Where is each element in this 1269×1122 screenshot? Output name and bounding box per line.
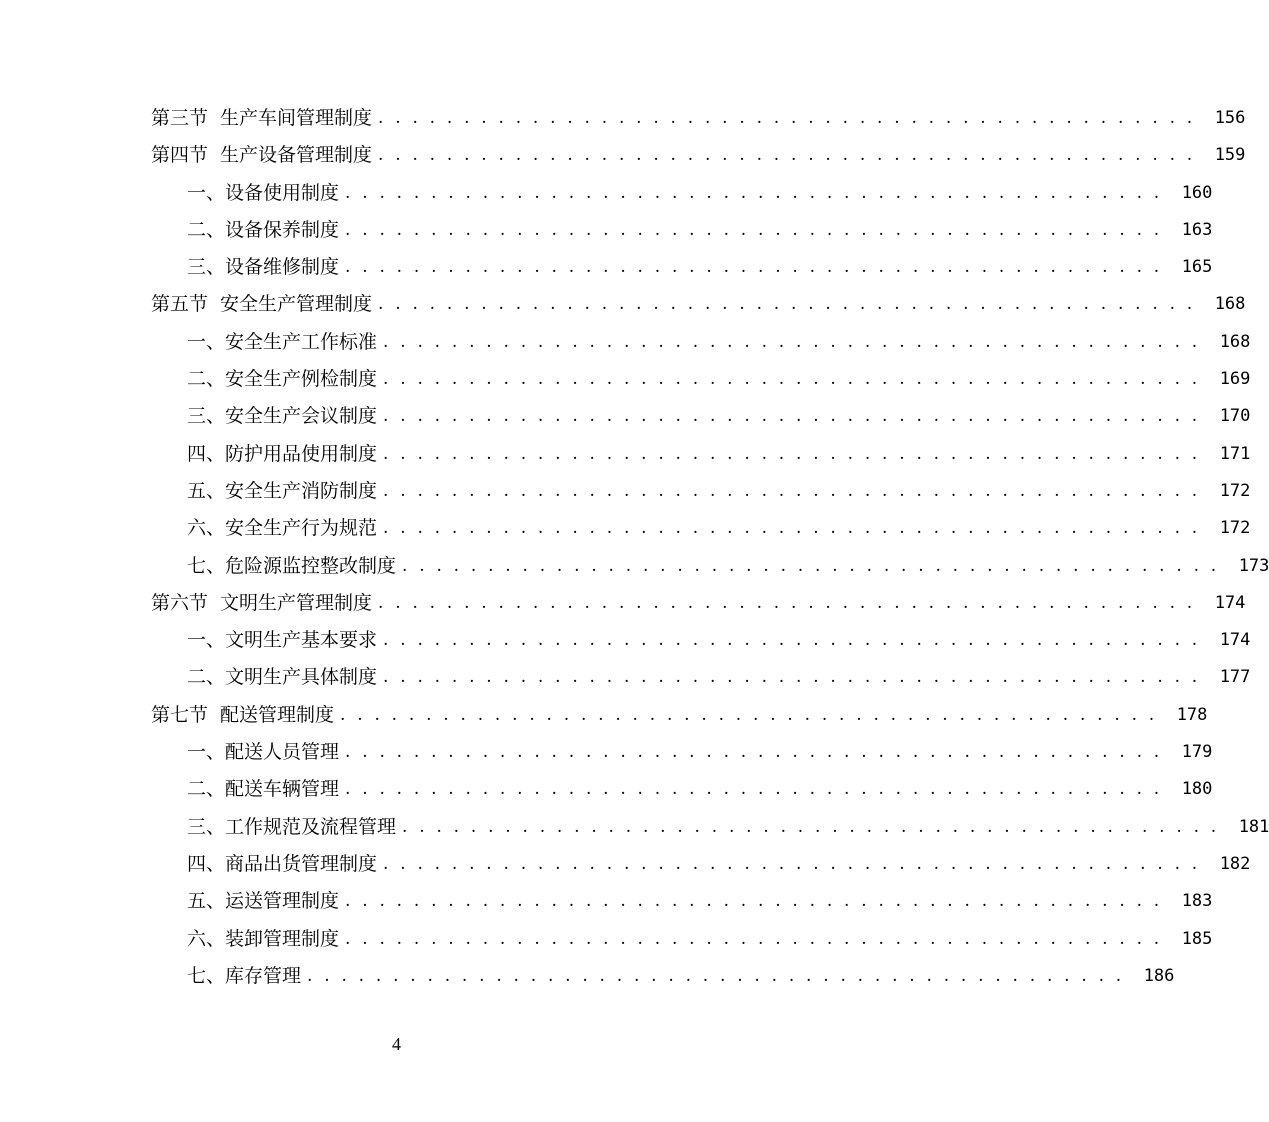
toc-entry-page-number: 168 <box>1219 331 1251 352</box>
toc-entry-label <box>187 622 377 659</box>
toc-entry-label <box>187 883 339 920</box>
toc-entry-prefix: 二、 <box>187 218 226 241</box>
toc-entry-label <box>187 212 339 249</box>
toc-section-entry[interactable] <box>0 286 1246 323</box>
toc-dot-leader: . . . . . . . . . . . . . . . . . . . . . . . . . . . . . . . . . . . . . . . . . . . . . . . . <box>383 331 1201 352</box>
toc-entry-page-number: 170 <box>1219 406 1251 427</box>
toc-entry-prefix: 第六节 <box>151 591 209 614</box>
toc-dot-leader: . . . . . . . . . . . . . . . . . . . . . . . . . . . . . . . . . . . . . . . . . . . . . . . . <box>345 891 1163 912</box>
toc-entry-page-number: 159 <box>1214 145 1246 166</box>
toc-subsection-entry[interactable] <box>0 809 1269 846</box>
toc-entry-prefix: 四、 <box>187 852 226 875</box>
toc-entry-label <box>187 361 377 398</box>
toc-entry-page-number: 174 <box>1214 592 1246 613</box>
toc-dot-leader: . . . . . . . . . . . . . . . . . . . . . . . . . . . . . . . . . . . . . . . . . . . . . . . . <box>345 182 1163 203</box>
toc-dot-leader: . . . . . . . . . . . . . . . . . . . . . . . . . . . . . . . . . . . . . . . . . . . . . . . . <box>345 779 1163 800</box>
toc-entry-prefix: 三、 <box>187 815 226 838</box>
toc-dot-leader: . . . . . . . . . . . . . . . . . . . . . . . . . . . . . . . . . . . . . . . . . . . . . . . . <box>307 965 1125 986</box>
toc-entry-title: 危险源监控整改制度 <box>225 554 397 577</box>
toc-section-entry[interactable] <box>0 697 1208 734</box>
toc-entry-title: 设备保养制度 <box>225 218 340 241</box>
toc-entry-prefix: 六、 <box>187 517 226 540</box>
toc-entry-title: 库存管理 <box>225 964 302 987</box>
toc-entry-prefix: 二、 <box>187 368 226 391</box>
toc-entry-title: 生产车间管理制度 <box>220 107 373 129</box>
toc-entry-title: 安全生产工作标准 <box>225 330 378 353</box>
toc-dot-leader: . . . . . . . . . . . . . . . . . . . . . . . . . . . . . . . . . . . . . . . . . . . . . . . . <box>383 630 1201 651</box>
toc-entry-title: 配送管理制度 <box>220 703 335 726</box>
toc-entry-prefix: 五、 <box>187 479 226 502</box>
toc-entry-title: 运送管理制度 <box>225 890 340 913</box>
toc-dot-leader: . . . . . . . . . . . . . . . . . . . . . . . . . . . . . . . . . . . . . . . . . . . . . . . . <box>345 219 1163 240</box>
toc-entry-prefix: 第五节 <box>151 293 209 316</box>
toc-dot-leader: . . . . . . . . . . . . . . . . . . . . . . . . . . . . . . . . . . . . . . . . . . . . . . . . <box>378 145 1196 166</box>
toc-entry-prefix: 五、 <box>187 890 226 913</box>
toc-entry-label <box>187 958 301 995</box>
toc-entry-title: 文明生产基本要求 <box>225 629 378 652</box>
toc-entry-prefix: 一、 <box>187 629 226 652</box>
toc-subsection-entry[interactable] <box>0 921 1213 958</box>
toc-subsection-entry[interactable] <box>0 548 1269 585</box>
toc-entry-label <box>187 734 339 771</box>
toc-dot-leader: . . . . . . . . . . . . . . . . . . . . . . . . . . . . . . . . . . . . . . . . . . . . . . . . <box>340 704 1158 725</box>
toc-dot-leader: . . . . . . . . . . . . . . . . . . . . . . . . . . . . . . . . . . . . . . . . . . . . . . . . <box>378 592 1196 613</box>
toc-entry-label <box>187 324 377 361</box>
toc-dot-leader: . . . . . . . . . . . . . . . . . . . . . . . . . . . . . . . . . . . . . . . . . . . . . . . . <box>383 480 1201 501</box>
toc-section-entry[interactable] <box>0 137 1246 174</box>
toc-entry-page-number: 172 <box>1219 480 1251 501</box>
toc-entry-title: 生产设备管理制度 <box>220 144 373 167</box>
toc-entry-page-number: 172 <box>1219 518 1251 539</box>
toc-subsection-entry[interactable] <box>0 473 1251 510</box>
toc-entry-page-number: 179 <box>1181 742 1213 763</box>
toc-entry-title: 工作规范及流程管理 <box>225 815 397 838</box>
toc-dot-leader: . . . . . . . . . . . . . . . . . . . . . . . . . . . . . . . . . . . . . . . . . . . . . . . . <box>345 742 1163 763</box>
toc-entry-label <box>187 921 339 958</box>
toc-entry-prefix: 七、 <box>187 554 226 577</box>
toc-subsection-entry[interactable] <box>0 883 1213 920</box>
toc-entry-title: 安全生产会议制度 <box>225 405 378 428</box>
toc-entry-label <box>187 510 377 547</box>
toc-entry-title: 设备使用制度 <box>225 181 340 204</box>
toc-subsection-entry[interactable] <box>0 659 1251 696</box>
toc-entry-page-number: 181 <box>1238 816 1269 837</box>
toc-entry-label <box>151 286 372 323</box>
page-number: 4 <box>392 1034 401 1054</box>
toc-entry-prefix: 四、 <box>187 442 226 465</box>
toc-entry-title: 安全生产消防制度 <box>225 479 378 502</box>
toc-entry-page-number: 185 <box>1181 928 1213 949</box>
toc-entry-label <box>187 548 396 585</box>
toc-entry-page-number: 178 <box>1176 704 1208 725</box>
toc-dot-leader: . . . . . . . . . . . . . . . . . . . . . . . . . . . . . . . . . . . . . . . . . . . . . . . . <box>383 369 1201 390</box>
toc-subsection-entry[interactable] <box>0 361 1251 398</box>
toc-entry-title: 安全生产行为规范 <box>225 517 378 540</box>
toc-entry-page-number: 168 <box>1214 294 1246 315</box>
toc-subsection-entry[interactable] <box>0 510 1251 547</box>
toc-entry-page-number: 173 <box>1238 555 1269 576</box>
toc-entry-prefix: 一、 <box>187 330 226 353</box>
toc-subsection-entry[interactable] <box>0 249 1213 286</box>
toc-dot-leader: . . . . . . . . . . . . . . . . . . . . . . . . . . . . . . . . . . . . . . . . . . . . . . . . <box>378 294 1196 315</box>
toc-dot-leader: . . . . . . . . . . . . . . . . . . . . . . . . . . . . . . . . . . . . . . . . . . . . . . . . <box>383 853 1201 874</box>
toc-entry-label <box>187 249 339 286</box>
toc-subsection-entry[interactable] <box>0 175 1213 212</box>
toc-dot-leader: . . . . . . . . . . . . . . . . . . . . . . . . . . . . . . . . . . . . . . . . . . . . . . . . <box>345 928 1163 949</box>
toc-entry-prefix: 一、 <box>187 741 226 764</box>
toc-entry-prefix: 二、 <box>187 778 226 801</box>
toc-dot-leader: . . . . . . . . . . . . . . . . . . . . . . . . . . . . . . . . . . . . . . . . . . . . . . . . <box>383 443 1201 464</box>
toc-subsection-entry[interactable] <box>0 771 1213 808</box>
toc-entry-prefix: 第七节 <box>151 703 209 726</box>
toc-entry-label <box>151 697 334 734</box>
toc-entry-title: 文明生产具体制度 <box>225 666 378 689</box>
toc-entry-page-number: 165 <box>1181 257 1213 278</box>
toc-entry-page-number: 169 <box>1219 369 1251 390</box>
toc-entry-prefix: 第四节 <box>151 144 209 167</box>
toc-dot-leader: . . . . . . . . . . . . . . . . . . . . . . . . . . . . . . . . . . . . . . . . . . . . . . . . <box>383 406 1201 427</box>
toc-entry-prefix: 一、 <box>187 181 226 204</box>
toc-entry-title: 设备维修制度 <box>225 256 340 279</box>
toc-entry-page-number: 174 <box>1219 630 1251 651</box>
toc-section-entry[interactable] <box>0 100 1246 137</box>
toc-entry-page-number: 186 <box>1143 965 1175 986</box>
toc-entry-page-number: 180 <box>1181 779 1213 800</box>
toc-entry-prefix: 七、 <box>187 964 226 987</box>
toc-entry-title: 防护用品使用制度 <box>225 442 378 465</box>
toc-entry-title: 装卸管理制度 <box>225 927 340 950</box>
toc-entry-page-number: 182 <box>1219 853 1251 874</box>
toc-entry-page-number: 156 <box>1214 108 1246 128</box>
toc-entry-label <box>187 771 339 808</box>
toc-section-entry[interactable] <box>0 585 1246 622</box>
toc-subsection-entry[interactable] <box>0 212 1213 249</box>
toc-entry-title: 文明生产管理制度 <box>220 591 373 614</box>
toc-entry-label <box>151 100 372 137</box>
toc-dot-leader: . . . . . . . . . . . . . . . . . . . . . . . . . . . . . . . . . . . . . . . . . . . . . . . . <box>402 555 1220 576</box>
toc-dot-leader: . . . . . . . . . . . . . . . . . . . . . . . . . . . . . . . . . . . . . . . . . . . . . . . . <box>345 257 1163 278</box>
toc-dot-leader: . . . . . . . . . . . . . . . . . . . . . . . . . . . . . . . . . . . . . . . . . . . . . . . . <box>402 816 1220 837</box>
toc-entry-label <box>151 137 372 174</box>
toc-subsection-entry[interactable] <box>0 398 1251 435</box>
toc-subsection-entry[interactable] <box>0 734 1213 771</box>
toc-subsection-entry[interactable] <box>0 622 1251 659</box>
toc-entry-prefix: 二、 <box>187 666 226 689</box>
toc-entry-title: 配送人员管理 <box>225 741 340 764</box>
toc-entry-page-number: 171 <box>1219 443 1251 464</box>
toc-entry-page-number: 177 <box>1219 667 1251 688</box>
toc-subsection-entry[interactable] <box>0 846 1251 883</box>
toc-entry-label <box>151 585 372 622</box>
toc-entry-prefix: 三、 <box>187 256 226 279</box>
toc-dot-leader: . . . . . . . . . . . . . . . . . . . . . . . . . . . . . . . . . . . . . . . . . . . . . . . . <box>383 667 1201 688</box>
toc-subsection-entry[interactable] <box>0 324 1251 361</box>
toc-entry-page-number: 163 <box>1181 219 1213 240</box>
toc-subsection-entry[interactable] <box>0 958 1175 995</box>
toc-entry-label <box>187 175 339 212</box>
toc-entry-prefix: 第三节 <box>151 107 209 129</box>
toc-entry-label <box>187 846 377 883</box>
toc-entry-title: 安全生产管理制度 <box>220 293 373 316</box>
toc-entry-prefix: 三、 <box>187 405 226 428</box>
toc-entry-label <box>187 398 377 435</box>
table-of-contents <box>0 100 1269 995</box>
toc-entry-label <box>187 436 377 473</box>
toc-subsection-entry[interactable] <box>0 436 1251 473</box>
toc-entry-title: 商品出货管理制度 <box>225 852 378 875</box>
toc-entry-label <box>187 473 377 510</box>
toc-dot-leader: . . . . . . . . . . . . . . . . . . . . . . . . . . . . . . . . . . . . . . . . . . . . . . . . <box>383 518 1201 539</box>
toc-entry-prefix: 六、 <box>187 927 226 950</box>
toc-entry-page-number: 183 <box>1181 891 1213 912</box>
toc-entry-label <box>187 659 377 696</box>
toc-entry-title: 安全生产例检制度 <box>225 368 378 391</box>
toc-entry-label <box>187 809 396 846</box>
toc-dot-leader: . . . . . . . . . . . . . . . . . . . . . . . . . . . . . . . . . . . . . . . . . . . . . . . . <box>378 108 1196 128</box>
toc-entry-title: 配送车辆管理 <box>225 778 340 801</box>
toc-entry-page-number: 160 <box>1181 182 1213 203</box>
